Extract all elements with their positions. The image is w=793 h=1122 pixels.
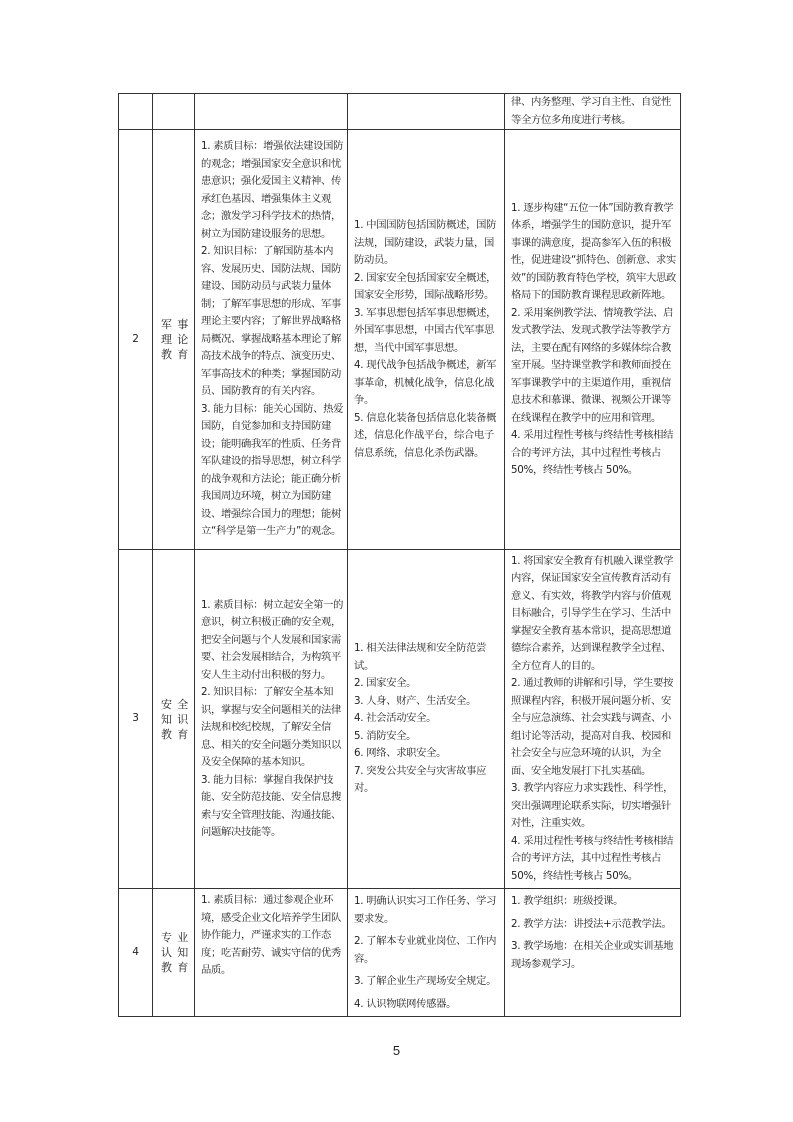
requirement-item: 律、内务整理、学习自主性、自觉性等全方位多角度进行考核。 [511,96,671,126]
objectives-list [195,889,347,980]
content-cell [348,550,505,889]
table-row-professional [119,889,681,1017]
requirements-list [505,550,680,888]
content-list [348,550,504,888]
content-item: 3. 人身、财产、生活安全。 [354,694,477,707]
requirement-item: 3. 教学场地：在相关企业或实训基地现场参观学习。 [511,940,674,970]
requirements-cell [505,889,681,1017]
content-item: 4. 认识物联网传感器。 [354,997,457,1010]
course-name: 专业认知教育 [153,889,195,1017]
page-number: 5 [392,1043,401,1058]
objectives-list [195,550,347,888]
table-row-continued [119,94,681,130]
requirement-item: 1. 教学组织：班级授课。 [511,895,624,907]
requirements-list [505,889,680,976]
requirement-item: 4. 采用过程性考核与终结性考核相结合的考评方法，其中过程性考核占 50%，终结性考核占 50%。 [511,834,674,882]
content-item: 1. 明确认识实习工作任务、学习要求发。 [354,895,497,925]
content-item: 2. 国家安全。 [354,677,417,690]
content-item: 4. 社会活动安全。 [354,712,437,725]
objectives-cell [195,550,348,889]
content-cell [348,889,505,1017]
objectives-cell [195,889,348,1017]
row-number: 2 [119,130,153,550]
content-item: 3. 军事思想包括军事思想概述，外国军事思想，中国古代军事思想，当代中国军事思想。 [354,306,497,354]
content-item: 3. 了解企业生产现场安全规定。 [354,975,497,987]
objective-item: 1. 素质目标：增强依法建设国防的观念；增强国家安全意识和忧患意识；强化爱国主义精神、传承红色基因、增强集体主义观念；激发学习科学技术的热情，树立为国防建设服务的思想。 [201,140,344,240]
content-item: 1. 中国国防包括国防概述，国防法规，国防建设，武装力量，国防动员。 [354,219,497,266]
requirements-cell [505,94,681,130]
requirement-item: 1. 将国家安全教育有机融入课堂教学内容，保证国家安全宣传教育活动有意义、有实效，将教学内容与价值观目标融合，引导学生在学习、生活中掌握安全教育基本常识，提高思想道德综合素养，达到课程教学全过程、全方位育人的目的。 [511,554,674,672]
table-row-military [119,130,681,550]
name-cell [153,94,195,130]
content-cell [348,94,505,130]
requirement-item: 2. 采用案例教学法、情境教学法、启发式教学法、发现式教学法等教学方法，主要在配有网络的多媒体综合教室开展。坚持课堂教学和教师面授在军事课教学中的主渠道作用，重视信息技术和慕课、微课、视频公开课等在线课程在教学中的应用和管理。 [511,306,674,424]
requirements-cell [505,550,681,889]
requirement-item: 2. 教学方法：讲授法+示范教学法。 [511,917,672,930]
requirements-cell [505,130,681,550]
content-cell [348,130,505,550]
requirements-list [505,130,680,549]
content-list [348,889,504,1016]
course-name: 安全知识教育 [153,550,195,889]
course-name: 军事理论教育 [153,130,195,550]
table-row-safety [119,550,681,889]
objective-item: 2. 知识目标：了解国防基本内容、发展历史、国防法规、国防建设、国防动员与武装力量体制；了解军事思想的形成、军事理论主要内容；了解世界战略格局概况、掌握战略基本理论了解高技术战争的特点、演变历史、军事高技术的种类；掌握国防动员、国防教育的有关内容。 [201,245,341,398]
objectives-list [195,130,347,549]
requirement-item: 2. 通过教师的讲解和引导，学生要按照课程内容，积极开展问题分析、安全与应急演练、社会实践与调查、小组讨论等活动，提高对自我、校园和社会安全与应急环境的认识，为全面、安全地发展打下扎实基础。 [511,677,674,777]
content-item: 5. 信息化装备包括信息化装备概述，信息化作战平台，综合电子信息系统，信息化杀伤武器。 [354,411,497,459]
objective-item: 1. 素质目标：通过参观企业环境，感受企业文化培养学生团队协作能力，严谨求实的工作态度；吃苦耐劳、诚实守信的优秀品质。 [201,894,341,976]
content-item: 7. 突发公共安全与灾害故事应对。 [354,764,487,795]
objectives-cell [195,130,348,550]
objective-item: 3. 能力目标：掌握自我保护技能、安全防范技能、安全信息搜索与安全管理技能、沟通技能、问题解决技能等。 [201,773,341,838]
content-item: 1. 相关法律法规和安全防范尝试。 [354,642,487,672]
row-number: 3 [119,550,153,889]
content-list [348,130,504,549]
requirement-item: 4. 采用过程性考核与终结性考核相结合的考评方法，其中过程性考核占 50%，终结性考核占 50%。 [511,429,674,476]
objective-item: 3. 能力目标：能关心国防、热爱国防，自觉参加和支持国防建设；能明确我军的性质、任务背军队建设的指导思想，树立科学的战争观和方法论；能正确分析我国周边环境，树立为国防建设、增强综合国力的理想；能树立“科学是第一生产力”的观念。 [201,402,344,538]
requirement-item: 1. 逐步构建“五位一体”国防教育教学体系，增强学生的国防意识，提升军事课的满意度，提高参军入伍的积极性，促进建设“抓特色、创新意、求实效”的国防教育特色学校，筑牢大思政格局下的国防教育课程思政新阵地。 [511,201,676,301]
content-item: 4. 现代战争包括战争概述，新军事革命，机械化战争，信息化战争。 [354,359,497,406]
row-number: 4 [119,889,153,1017]
objective-item: 2. 知识目标：了解安全基本知识，掌握与安全问题相关的法律法规和校纪校规，了解安全信息、相关的安全问题分类知识以及安全保障的基本知识。 [201,686,341,768]
content-item: 2. 了解本专业就业岗位、工作内容。 [354,935,497,965]
no-cell [119,94,153,130]
requirements-list [505,94,680,129]
content-item: 5. 消防安全。 [354,729,417,742]
content-item: 6. 网络、求职安全。 [354,747,447,760]
content-item: 2. 国家安全包括国家安全概述，国家安全形势，国际战略形势。 [354,271,497,301]
objectives-cell [195,94,348,130]
course-table [118,93,681,1017]
requirement-item: 3. 教学内容应力求实践性、科学性，突出强调理论联系实际，切实增强针对性，注重实效。 [511,782,674,830]
objective-item: 1. 素质目标：树立起安全第一的意识，树立积极正确的安全观，把安全问题与个人发展和国家需要、社会发展相结合，为构筑平安人生主动付出积极的努力。 [201,598,344,681]
